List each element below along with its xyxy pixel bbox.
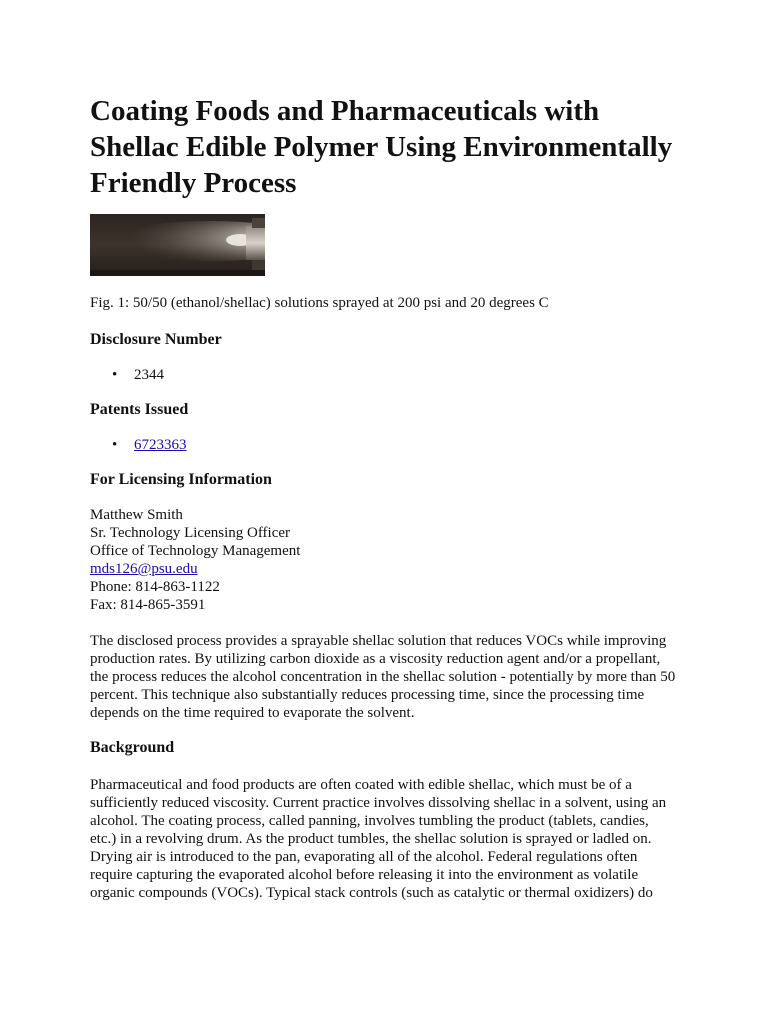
page-title: Coating Foods and Pharmaceuticals with Shellac Edible Polymer Using Environmentally Friendly Process bbox=[90, 95, 673, 199]
contact-email-link[interactable]: mds126@psu.edu bbox=[90, 561, 198, 577]
disclosure-heading: Disclosure Number bbox=[90, 331, 222, 348]
licensing-heading: For Licensing Information bbox=[90, 471, 272, 488]
figure-caption: Fig. 1: 50/50 (ethanol/shellac) solutions sprayed at 200 psi and 20 degrees C bbox=[90, 295, 549, 311]
disclosure-number: 2344 bbox=[134, 367, 164, 383]
contact-office: Office of Technology Management bbox=[90, 543, 301, 559]
contact-fax: Fax: 814-865-3591 bbox=[90, 597, 206, 613]
contact-phone: Phone: 814-863-1122 bbox=[90, 579, 220, 595]
list-item bbox=[112, 366, 678, 384]
licensing-contact bbox=[90, 506, 678, 614]
bullet-icon: • bbox=[112, 367, 118, 383]
patent-link[interactable]: 6723363 bbox=[134, 437, 187, 453]
background-paragraph: Pharmaceutical and food products are often coated with edible shellac, which must be of a sufficiently reduced viscosity. Current practice involves dissolving shellac in a solvent, using an alcohol. The coating process, called panning, involves tumbling the product (tablets, candies, etc.) in a revolving drum. As the product tumbles, the shellac solution is sprayed or ladled on. Drying air is introduced to the pan, evaporating all of the alcohol. Federal regulations often require capturing the evaporated alcohol before releasing it into the environment as volatile organic compounds (VOCs). Typical stack controls (such as catalytic or thermal oxidizers) do bbox=[90, 777, 667, 901]
summary-paragraph: The disclosed process provides a sprayable shellac solution that reduces VOCs while improving production rates. By utilizing carbon dioxide as a viscosity reduction agent and/or a propellant, the process reduces the alcohol concentration in the shellac solution - potentially by more than 50 percent. This technique also substantially reduces processing time, since the processing time depends on the time required to evaporate the solvent. bbox=[90, 633, 676, 721]
contact-name: Matthew Smith bbox=[90, 507, 183, 523]
list-item bbox=[112, 436, 678, 454]
spray-nozzle-photo bbox=[90, 214, 265, 276]
background-heading: Background bbox=[90, 739, 175, 756]
disclosure-list bbox=[90, 366, 678, 384]
contact-role: Sr. Technology Licensing Officer bbox=[90, 525, 291, 541]
bullet-icon: • bbox=[112, 437, 118, 453]
patents-list bbox=[90, 436, 678, 454]
patents-heading: Patents Issued bbox=[90, 401, 189, 418]
